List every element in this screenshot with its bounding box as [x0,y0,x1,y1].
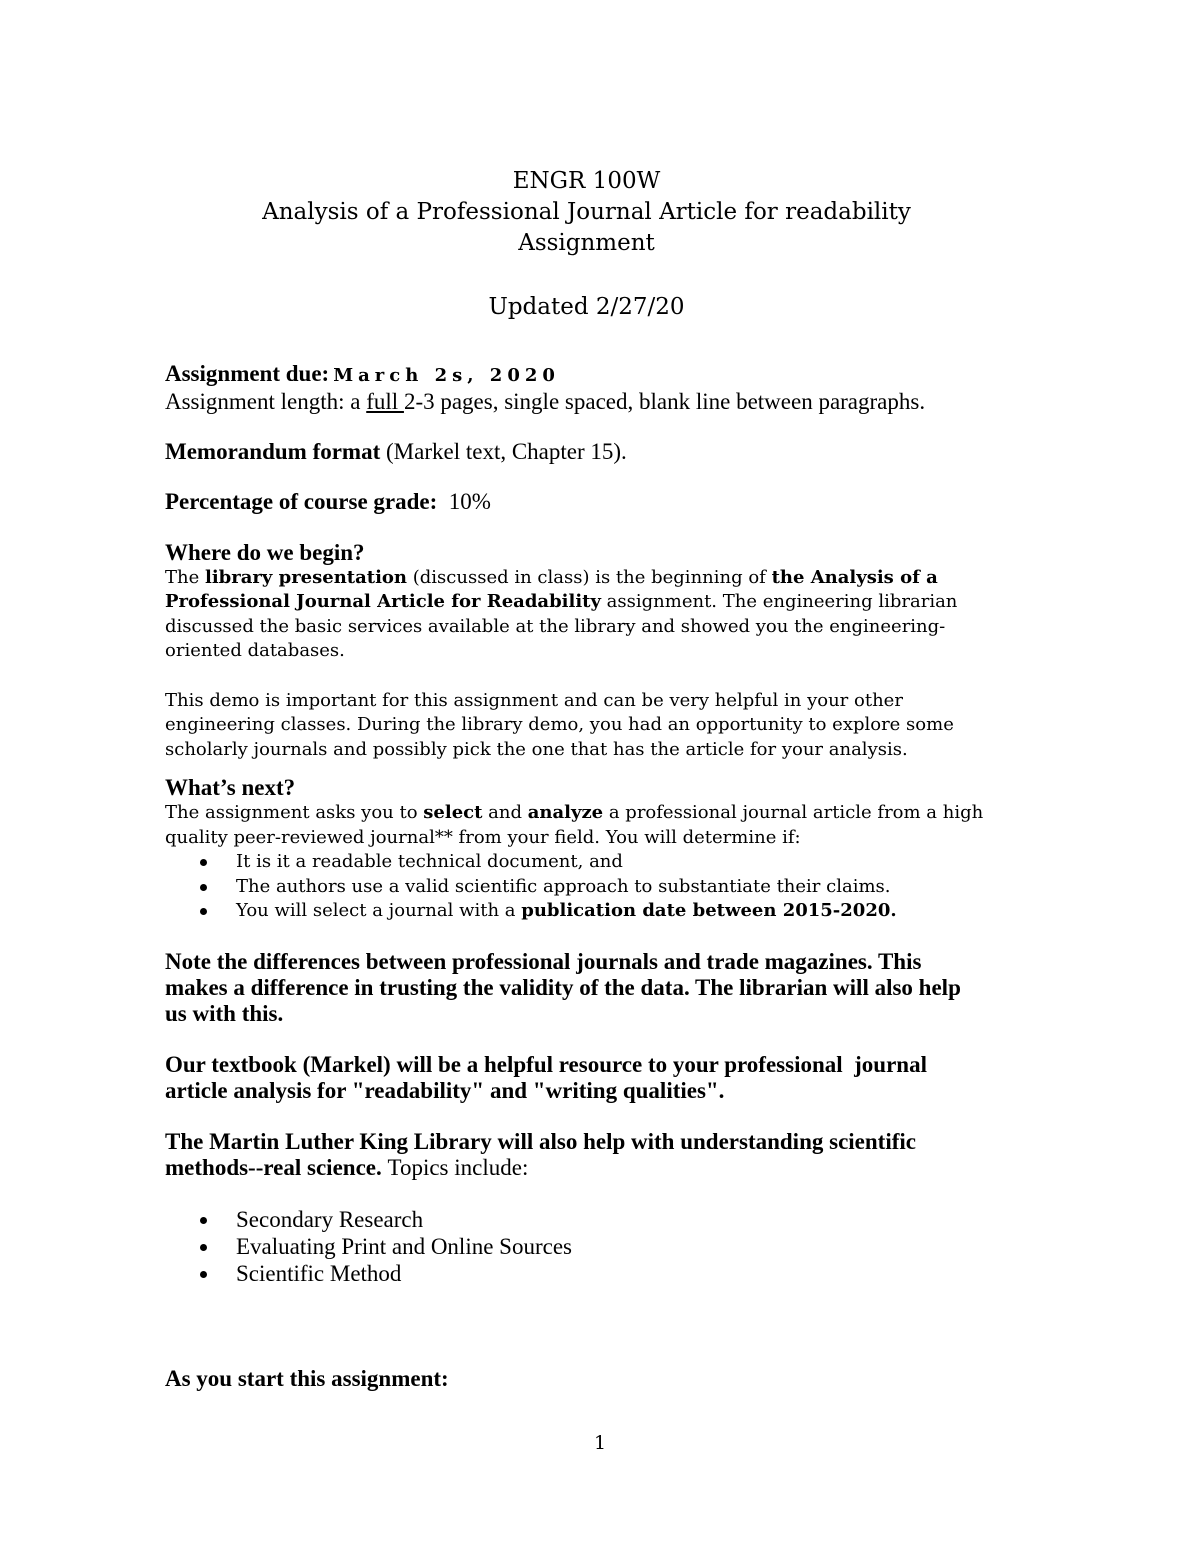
text-line: us with this. [165,1000,284,1026]
note-paragraph-2 [165,1052,1045,1104]
text-line: quality peer-reviewed journal** from your field. You will determine if: [165,826,801,848]
text-run: a professional journal article from a high [603,802,984,823]
length-prefix: Assignment length: a [165,388,367,414]
updated-date: Updated 2/27/20 [488,294,685,320]
grade-line [165,489,1045,515]
text-line: Our textbook (Markel) will be a helpful resource to your professional journal [165,1051,927,1077]
list-item: Evaluating Print and Online Sources [165,1233,1045,1260]
text-line: oriented databases. [165,640,345,661]
text-line: The Martin Luther King Library will also help with understanding scientific [165,1128,916,1154]
section-heading-start: As you start this assignment: [165,1365,449,1391]
section-heading-begin: Where do we begin? [165,539,365,565]
text-run: The [165,566,205,588]
text-line: discussed the basic services available at the library and showed you the engineering- [165,615,946,637]
format-line [165,439,1045,465]
format-label: Memorandum format [165,438,381,464]
page-number: 1 [593,1432,607,1454]
grade-label: Percentage of course grade: [165,488,438,514]
text-run: Topics include: [387,1154,529,1180]
note-paragraph-1 [165,949,1045,1027]
due-value: March 2s, 2020 [333,365,560,386]
document-body [165,360,1045,1392]
text-line: This demo is important for this assignment and can be very helpful in your other [165,689,903,711]
document-subtitle: Assignment [518,230,655,256]
text-line: makes a difference in trusting the validity of the data. The librarian will also help [165,974,961,1000]
text-run: The assignment asks you to [165,802,424,823]
length-suffix: 2-3 pages, single spaced, blank line between paragraphs. [403,388,926,414]
document-header [0,166,1173,323]
topics-list [165,1206,1045,1287]
text-line: article analysis for "readability" and "writing qualities". [165,1077,725,1103]
emphasis-analysis-title: the Analysis of a [771,566,938,588]
emphasis-library-presentation: library presentation [204,566,408,588]
due-label: Assignment due: [165,361,330,386]
list-item: Scientific Method [165,1260,1045,1287]
emphasis-publication-date: publication date between 2015-2020. [521,900,897,921]
due-line [165,360,1045,389]
format-value: (Markel text, Chapter 15). [380,438,627,464]
length-underlined: full [366,388,404,414]
next-paragraph [165,801,1045,850]
text-line: scholarly journals and possibly pick the one that has the article for your analysis. [165,738,908,760]
document-title: Analysis of a Professional Journal Article for readability [262,199,911,225]
criteria-list [165,850,1045,924]
list-item: Secondary Research [165,1206,1045,1233]
grade-value: 10% [437,488,491,514]
text-run: (discussed in class) is the beginning of [407,566,772,588]
length-line [165,389,1045,415]
emphasis-analysis-title-cont: Professional Journal Article for Readability [165,591,601,612]
text-run: assignment. The engineering librarian [600,591,958,612]
text-run: methods--real science. [165,1154,388,1180]
list-item [165,899,1045,924]
text-line: Note the differences between professional journals and trade magazines. This [165,948,922,974]
list-item: The authors use a valid scientific approach to substantiate their claims. [165,875,1045,900]
list-item: It is it a readable technical document, and [165,850,1045,875]
course-code: ENGR 100W [512,168,661,194]
text-run: You will select a journal with a [236,900,522,921]
section-heading-next: What’s next? [165,775,296,800]
text-line: engineering classes. During the library demo, you had an opportunity to explore some [165,714,954,735]
emphasis-analyze: analyze [527,802,604,823]
begin-paragraph-1 [165,566,1045,664]
note-paragraph-3 [165,1129,1045,1181]
emphasis-select: select [423,802,483,823]
begin-paragraph-2 [165,689,1045,763]
text-run: and [482,802,528,823]
